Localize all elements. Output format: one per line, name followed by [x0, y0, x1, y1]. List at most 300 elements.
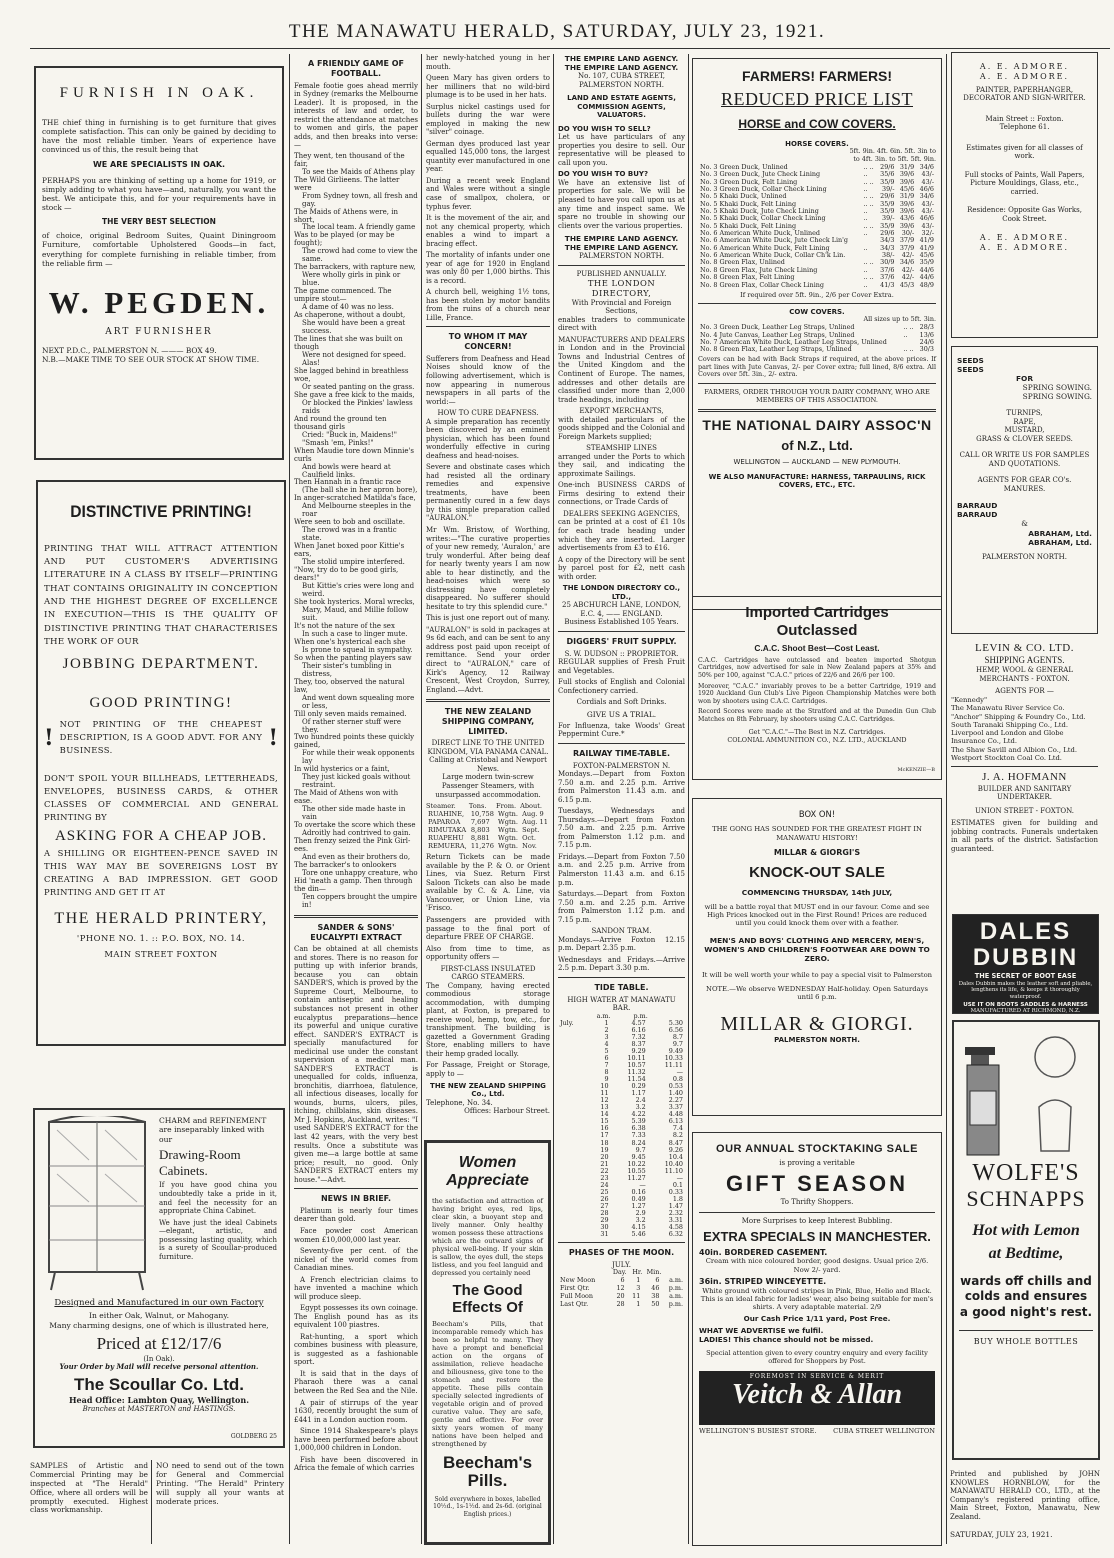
ad-text: the satisfaction and attraction of having bright eyes, red lips, clear skin, a buoyant step and lively manner. Only healthy women possess these attractions which are the outward signs of physical well-being. If your skin is sallow, the eyes dull, the steps listless, and you feel languid and depressed you certainly need	[432, 1197, 543, 1278]
poem-line: And round the ground ten thousand girls	[294, 414, 387, 431]
poem-line: Hid 'neath a gamp. Then through the din—	[294, 876, 413, 893]
column-header: Steamer.	[426, 802, 456, 811]
table-cell: 43/-	[921, 199, 934, 208]
table-cell: 8.47	[668, 1138, 683, 1147]
table-row	[558, 1034, 685, 1041]
divider	[558, 631, 685, 632]
table-cell: 10.4	[668, 1152, 683, 1161]
list-item: Liverpool and London and Globe Insurance Co., Ltd.	[951, 729, 1064, 746]
table-cell: No. 5 Khaki Duck, Collar Check Lining	[700, 214, 826, 223]
poem-line: Cried: "Buck in, Maidens!" "Smash 'em, Pinks!"	[302, 430, 397, 447]
ad-text: of choice, original Bedroom Suites, Quaint Diningroom Furniture, comfortable Upholstered Goods—in fact, everything for complete furnishing in reliable timber, from the reliable firm —	[42, 231, 276, 268]
table-cell: 13/6	[919, 330, 934, 339]
table-cell: 1.8	[672, 1194, 683, 1203]
table-row	[558, 1097, 685, 1104]
article-text: Surplus nickel castings used for bullets during the war were employed in making the new "silver" coinage.	[426, 102, 550, 137]
furnish-in-oak-ad	[34, 66, 284, 460]
table-row	[558, 1210, 685, 1217]
table-row	[426, 810, 550, 818]
table-cell: ..	[863, 280, 868, 289]
poem-line: They, too, observed the natural law,	[294, 677, 405, 694]
ad-heading: MEN'S AND BOYS' CLOTHING AND MERCERY, MEN'S, WOMEN'S AND CHILDREN'S FOOTWEAR ARE DOWN TO ZERO.	[704, 935, 930, 963]
ad-text: For Influenza, take Woods' Great Peppermint Cure.*	[558, 721, 685, 739]
table-cell: No. 8 Green Flax, Jute Check Lining	[700, 265, 818, 274]
article-text: During a recent week England and Wales were without a single case of smallpox, cholera, or typhus fever.	[426, 176, 550, 211]
table-cell: 17	[600, 1131, 609, 1140]
note: NOTE.—We observe WEDNESDAY Half-holiday. Open Saturdays until 6 p.m.	[706, 985, 928, 1002]
table-cell: 9.7	[635, 1145, 646, 1154]
article-text: Also from time to time, as opportunity offers —	[426, 944, 550, 962]
table-cell: Sept.	[522, 826, 540, 835]
news-list	[294, 1207, 418, 1473]
company-name: COLONIAL AMMUNITION CO., N.Z. LTD., AUCKLAND	[727, 736, 907, 745]
table-cell: 8.7	[672, 1032, 683, 1041]
divider	[294, 1188, 418, 1189]
table-cell: 37/6	[880, 273, 895, 282]
poem-line: Then frenzy seized the Pink Girl-ees.	[294, 837, 411, 854]
poem-line: The Wild Girlieens. The latter were	[294, 175, 400, 192]
trade: PAINTER, PAPERHANGER, DECORATOR AND SIGN-WRITER.	[963, 85, 1086, 103]
table-cell	[558, 1231, 587, 1238]
poem-line: The crowd was in a frantic state.	[302, 526, 397, 543]
ad-heading: FOR	[1015, 374, 1034, 384]
sale-title: KNOCK-OUT SALE	[749, 863, 885, 881]
advertiser-name: ABRAHAM, Ltd.	[1028, 537, 1092, 547]
ad-text: Full stocks of Paints, Wall Papers, Picture Mouldings, Glass, etc., carried.	[964, 170, 1085, 196]
table-cell: Oct.	[522, 834, 536, 843]
trade: ART FURNISHER	[105, 327, 213, 338]
table-cell: 7.32	[631, 1032, 646, 1041]
subheading: COW COVERS.	[789, 307, 845, 316]
ad-text: enables traders to communicate direct with	[558, 315, 685, 333]
table-row	[698, 346, 936, 353]
exclamation-icon: !	[268, 725, 278, 752]
column-rule	[289, 54, 290, 1544]
contact: 'PHONE NO. 1. :: P.O. BOX, NO. 14.	[76, 932, 246, 943]
news-item: Fish have been discovered in Africa the female of which carries	[294, 1455, 418, 1473]
column-rule	[946, 54, 947, 1544]
table-cell: 4.22	[631, 1110, 646, 1119]
poem-line: The game commenced. The umpire stout—	[294, 287, 392, 304]
table-cell: Wgtn.	[498, 842, 519, 851]
table-cell: Wgtn.	[498, 810, 519, 819]
table-cell: No. 6 American White Duck, Felt Lining	[700, 243, 830, 252]
poem-line: When Janet boxed poor Kittie's ears,	[294, 542, 405, 559]
article-text: Passengers are provided with passage to the final port of departure FREE OF CHARGE.	[426, 915, 550, 942]
ad-heading: SPRING SOWING.	[1022, 392, 1092, 402]
table-cell: .. ..	[863, 273, 874, 282]
table-cell: No. 5 Khaki Duck, Felt Lining	[700, 221, 797, 230]
table-cell: PAPAROA	[428, 818, 461, 827]
table-cell: 34/6	[919, 162, 934, 171]
agency-list	[951, 696, 1098, 762]
table-cell: —	[639, 1180, 646, 1189]
table-row	[558, 1125, 685, 1132]
subheading: DO YOU WISH TO SELL?	[558, 124, 651, 133]
poem-line: The stolid umpire interfered.	[302, 558, 405, 567]
poem-line: As chaperone, without a doubt,	[294, 311, 406, 320]
ad-text: Get "C.A.C."—The Best in N.Z. Cartridges.	[748, 728, 886, 737]
article-text: This is just one report out of many.	[426, 614, 550, 623]
list-item: South Taranaki Shipping Co., Ltd.	[951, 720, 1069, 729]
table-cell: 8,881	[470, 834, 490, 843]
list-item: TURNIPS,	[1006, 409, 1043, 418]
ad-heading: SPRING SOWING.	[1022, 383, 1092, 393]
table-cell: 34/6	[899, 258, 915, 267]
poem-line: But Kittie's cries were long and weird.	[302, 582, 415, 599]
table-cell: 35/9	[880, 206, 895, 215]
table-cell: ..	[863, 243, 868, 252]
table-cell: 6.13	[668, 1117, 683, 1126]
ad-heading: EXTRA SPECIALS IN MANCHESTER.	[703, 1228, 931, 1244]
table-cell: 11	[600, 1089, 609, 1098]
poem-line: "Now, try do to be good girls, dears!"	[294, 566, 399, 583]
table-cell: 1	[604, 1018, 609, 1027]
table-cell: No. 7 American White Duck, Leather Leg Straps, Unlined	[700, 338, 887, 347]
advertiser-name: A. E. ADMORE.	[979, 243, 1070, 253]
ad-text: Many charming designs, one of which is illustrated here,	[49, 1320, 269, 1330]
ad-text: CHARM and REFINEMENT are inseparably linked with our	[159, 1116, 267, 1144]
subheading: EXPORT MERCHANTS,	[579, 407, 664, 416]
price: Priced at £12/17/6	[96, 1333, 222, 1353]
table-cell: 35/9	[919, 258, 934, 267]
table-cell: No. 5 Khaki Duck, Jute Check Lining	[700, 206, 819, 215]
table-cell: 43/-	[921, 206, 934, 215]
wolfes-schnapps-ad	[952, 1020, 1100, 1460]
company-name: THE LONDON DIRECTORY CO., LTD.,	[562, 584, 681, 601]
table-row	[558, 1217, 685, 1224]
column-header: Day.	[612, 1268, 627, 1277]
table-cell: No. 6 American White Duck, Unlined	[700, 229, 821, 238]
table-cell: 9.26	[668, 1145, 683, 1154]
table-row	[558, 1224, 685, 1231]
table-cell: 29	[600, 1216, 609, 1225]
table-cell	[558, 1168, 587, 1175]
table-cell: 11	[632, 1291, 641, 1300]
table-row	[558, 1189, 685, 1196]
advertiser-name: MILLAR & GIORGI'S	[773, 847, 861, 857]
table-cell: .. ..	[863, 177, 874, 186]
poem-line: The other side made haste in vain	[302, 805, 406, 822]
timetable-entry: Mondays.—Depart from Foxton 7.50 a.m. and 2.25 p.m. Arrive from Palmerston 11.43 a.m. and 6.15 p.m.	[558, 770, 685, 804]
table-row	[558, 1041, 685, 1048]
table-cell: 46/6	[919, 184, 934, 193]
ad-footnote: Sold everywhere in boxes, labelled 10½d., 1s-1½d. and 2s-6d. (original English prices.)	[433, 1495, 542, 1518]
table-row	[558, 1147, 685, 1154]
table-cell: 3.2	[635, 1103, 646, 1112]
table-cell: 5.30	[668, 1018, 683, 1027]
table-cell: 23	[600, 1173, 609, 1182]
poem-line: In such a case to linger mute.	[302, 629, 408, 638]
divider	[959, 1330, 1093, 1331]
table-cell: REMUERA,	[428, 842, 467, 851]
article-text: Return Tickets can be made available by the P. & O. or Orient Lines, via Suez. Return First Saloon Tickets can also be made available by C. & A. Line, via Vancouver, or Union Line, via 'Frisco.	[426, 853, 550, 913]
divider	[558, 265, 685, 266]
cartridges-ad	[692, 596, 942, 780]
article-text: Severe and obstinate cases which had resisted all the ordinary remedies and expensive treatments, have been permanently cured in a few days by this simple preparation called "AURALON."	[426, 463, 550, 523]
table-cell: 14	[600, 1110, 609, 1119]
poem-line: Were wholly girls in pink or blue.	[302, 271, 401, 288]
address: Main Street :: Foxton.	[985, 114, 1064, 123]
table-cell: 35/9	[880, 177, 895, 186]
table-cell: a.m.	[669, 1291, 683, 1300]
poem-line: To see the Maids of Athens play	[302, 167, 415, 176]
article-title: THE NEW ZEALAND SHIPPING COMPANY, LIMITED.	[441, 707, 535, 736]
issue-date: SATURDAY, JULY 23, 1921.	[950, 1530, 1053, 1539]
timetable-entry: Fridays.—Depart from Foxton 7.50 a.m. and 2.25 p.m. Arrive from Palmerston 11.43 a.m. and 6.15 p.m.	[558, 852, 685, 887]
column-header: From.	[496, 802, 517, 811]
table-cell: 4.48	[668, 1110, 683, 1119]
table-cell	[558, 1161, 587, 1168]
product-name: SCHNAPPS	[966, 1186, 1086, 1212]
table-cell: 12	[600, 1096, 609, 1105]
table-cell	[558, 1111, 587, 1118]
table-cell: New Moon	[560, 1276, 596, 1285]
product-name: WOLFE'S	[972, 1159, 1080, 1186]
divider	[558, 977, 685, 978]
table-cell: No. 5 Khaki Duck, Unlined	[700, 192, 787, 201]
subheading: SANDON TRAM.	[591, 927, 652, 936]
table-cell: 1.40	[668, 1089, 683, 1098]
table-cell: 44/6	[919, 273, 934, 282]
ad-text: with detailed particulars of the goods shipped and the Colonial and Foreign Markets supplied;	[558, 415, 685, 441]
table-cell: No. 8 Green Flax, Leather Leg Straps, Unlined	[700, 345, 852, 354]
scoullar-ad	[33, 1108, 285, 1448]
article-text: It is the movement of the air, and not any chemical property, which enables a wind to impart a bracing effect.	[426, 214, 550, 248]
table-cell: p.m.	[668, 1299, 683, 1308]
poem-line: And Melbourne steeples in the roar	[302, 502, 412, 519]
ad-heading: Hot with Lemon	[972, 1221, 1080, 1239]
ad-text: If you have good china you undoubtedly take a pride in it, and feel the necessity for an appropriate China Cabinet.	[159, 1181, 277, 1216]
table-cell: 30/9	[880, 258, 895, 267]
subheading: MANUFACTURERS AND DEALERS	[558, 335, 685, 344]
divider	[951, 766, 1098, 767]
timetable-entry: Wednesdays and Fridays.—Arrive 2.5 p.m. Depart 3.30 p.m.	[558, 955, 685, 973]
address: MAIN STREET FOXTON	[104, 949, 218, 960]
table-cell: 20	[600, 1152, 609, 1161]
list-item: MUSTARD,	[1004, 426, 1045, 435]
table-cell: 2.32	[668, 1208, 683, 1217]
list-item: "Anchor" Shipping & Foundry Co., Ltd.	[951, 712, 1086, 721]
ad-text: MANUFACTURED AT RICHMOND, N.Z.	[970, 1008, 1081, 1014]
divider	[294, 915, 418, 918]
ad-text: in London and in the Provincial Towns and Industrial Centres of the United Kingdom and the Continent of Europe. The names, addresses and other details are classified under more than 2,000 trade headings, including	[558, 344, 685, 404]
table-cell: Aug. 9	[522, 810, 544, 819]
table-row	[558, 1111, 685, 1118]
table-cell: No. 3 Green Duck, Felt Lining	[700, 177, 798, 186]
store-banner	[699, 1371, 935, 1425]
farmers-price-list-ad	[692, 58, 942, 610]
table-cell: ..	[903, 330, 908, 339]
table-cell: 0.1	[672, 1180, 683, 1189]
table-cell: 37/9	[899, 236, 915, 245]
poem-line: The barracker's to onlookers	[294, 860, 397, 869]
article-text: Mr Wm. Bristow, of Worthing, writes:—"The curative properties of your new remedy, 'Auralon,' are truly wonderful. After being deaf for nearly twenty years I am now able to hear distinctly, and the head-noises which were so distressing have completely disappeared. No sufferer should hesitate to try this splendid cure."	[426, 526, 550, 611]
table-cell: 29/6	[880, 192, 895, 201]
table-cell: 1.17	[631, 1089, 646, 1098]
seed-list	[957, 409, 1092, 443]
table-cell: 34/3	[880, 243, 895, 252]
poem-line: Two hundred points these quickly gained,	[294, 733, 415, 750]
table-cell: Aug. 11	[522, 818, 548, 827]
table-cell: 8	[604, 1068, 609, 1077]
table-cell: 11.27	[627, 1173, 646, 1182]
table-cell	[558, 1083, 587, 1090]
table-row	[558, 1027, 685, 1034]
table-cell	[558, 1048, 587, 1055]
table-cell: 3.37	[668, 1103, 683, 1112]
table-cell: 35/6	[880, 170, 895, 179]
ad-text: USE IT ON BOOTS SADDLES & HARNESS	[963, 1001, 1088, 1008]
table-cell: 0.8	[672, 1075, 683, 1084]
ad-heading: Designed and Manufactured in our own Factory	[54, 1298, 264, 1308]
ad-text: A copy of the Directory will be sent by parcel post for £2, nett cash with order.	[558, 555, 685, 581]
table-cell: 27	[600, 1201, 609, 1210]
table-cell: No. 5 Khaki Duck, Felt Lining	[700, 199, 797, 208]
table-cell: 31/9	[899, 162, 915, 171]
ad-heading: SEEDS	[957, 356, 984, 365]
ad-text: can be printed at a cost of £1 10s for each trade heading under which they are inserted. Larger advertisements from £3 to £16.	[558, 518, 685, 553]
ad-text: NOT PRINTING OF THE CHEAPEST DESCRIPTION, IS A GOOD ADVT. FOR ANY BUSINESS.	[59, 718, 263, 755]
list-item: GRASS & CLOVER SEEDS.	[976, 434, 1073, 443]
address: UNION STREET - FOXTON.	[974, 806, 1075, 815]
table-cell: 13	[600, 1103, 609, 1112]
table-cell: No. 6 American White Duck, Collar Ch'k Lin.	[700, 251, 846, 260]
article-title: TO WHOM IT MAY CONCERN!	[448, 332, 528, 352]
table-cell: 30	[600, 1223, 609, 1232]
table-cell: No. 3 Green Duck, Jute Check Lining	[700, 170, 821, 179]
ad-heading: THE VERY BEST SELECTION	[102, 217, 216, 227]
poem-line: Their sister's tumbling in distress,	[302, 661, 392, 678]
ad-text: Your Order by Mail will receive personal attention.	[59, 1362, 259, 1372]
table-cell: 38	[651, 1291, 660, 1300]
ad-title: FARMERS! FARMERS!	[741, 68, 893, 84]
table-row	[558, 1168, 685, 1175]
table-cell: 35/9	[880, 221, 895, 230]
ad-text: We have just the ideal Cabinets—elegant, artistic, and possessing lasting quality, which is a surety of Scoullar-produced furniture.	[159, 1218, 277, 1261]
table-cell: 12	[616, 1284, 625, 1293]
note: N.B.—MAKE TIME TO SEE OUR STOCK AT SHOW TIME.	[42, 355, 260, 365]
subheading: DEALERS SEEKING AGENCIES,	[563, 509, 680, 518]
table-cell: 35/9	[880, 199, 895, 208]
table-cell: 6.32	[668, 1230, 683, 1239]
poem-line: And bowls were heard at Caulfield links.	[302, 462, 391, 479]
table-row	[558, 1062, 685, 1069]
table-cell: 6.38	[631, 1124, 646, 1133]
ad-title: Outclassed	[776, 622, 858, 640]
table-cell: 31/9	[899, 192, 915, 201]
table-cell: ..	[863, 206, 868, 215]
table-cell: 45/6	[899, 184, 915, 193]
article-title: PHASES OF THE MOON.	[568, 1248, 675, 1258]
ampersand: &	[1021, 519, 1028, 529]
table-cell: 5.46	[631, 1230, 646, 1239]
table-cell: 39/6	[899, 206, 915, 215]
table-cell: ..	[863, 214, 868, 223]
table-cell: .. ..	[903, 345, 914, 354]
table-cell: 2.27	[668, 1096, 683, 1105]
horse-covers-table	[698, 164, 936, 289]
news-item: Egypt possesses its own coinage. The English pound has as its equivalent 100 piastres.	[294, 1304, 418, 1330]
table-cell	[558, 1203, 587, 1210]
column-rule	[688, 54, 689, 1544]
table-cell: 10.55	[627, 1166, 646, 1175]
advertiser-name: of N.Z., Ltd.	[781, 438, 853, 454]
divider	[558, 743, 685, 744]
table-row	[558, 1020, 685, 1027]
poem-line: Is prone to squeal in sympathy.	[302, 645, 413, 654]
subheading: DO YOU WISH TO BUY?	[558, 170, 649, 179]
table-cell: No. 8 Green Flax, Unlined	[700, 258, 785, 267]
table-cell: 11,276	[470, 842, 494, 851]
ad-text: To Thrifty Shoppers.	[780, 1197, 854, 1206]
table-cell: Wgtn.	[498, 834, 519, 843]
poem-line: She took hysterics. Moral wrecks,	[294, 598, 415, 606]
table-cell: 5.39	[631, 1117, 646, 1126]
poem-line: The Maid of Athens won with ease.	[294, 789, 399, 806]
table-cell: —	[676, 1068, 683, 1077]
ad-heading: GOOD PRINTING!	[89, 694, 233, 711]
article-title: DIGGERS' FRUIT SUPPLY.	[566, 636, 677, 646]
column-rule	[553, 54, 554, 1544]
ad-text: It will be well worth your while to pay a special visit to Palmerston	[701, 970, 933, 979]
news-item: Face powder cost American women £10,000,000 last year.	[294, 1226, 418, 1244]
distinctive-printing-ad	[36, 480, 286, 1046]
subheading: AGENTS FOR —	[995, 687, 1054, 696]
sale-date: COMMENCING THURSDAY, 14th JULY,	[741, 887, 893, 897]
news-item: Since 1914 Shakespeare's plays have been performed before about 1,000,000 children in London.	[294, 1427, 418, 1453]
table-cell: 43/-	[921, 221, 934, 230]
ad-heading: ASKING FOR A CHEAP JOB.	[54, 827, 268, 844]
subheading: FIRST-CLASS INSULATED CARGO STEAMERS.	[440, 964, 536, 982]
note: Covers can be had with Back Straps if required, at the above prices. If part lines with Jute Canvas, 2/- per Cover extra; full lined, 8/6 extra. All Covers over 5ft. 3in., 2/- extra.	[698, 354, 936, 379]
table-cell: 26	[600, 1194, 609, 1203]
ad-code: GOLDBERG 25	[230, 1432, 277, 1440]
poem-line: Were seen to bob and oscillate.	[294, 518, 405, 527]
table-cell: No. 3 Green Duck, Leather Leg Straps, Unlined	[700, 323, 855, 332]
table-cell: 8.37	[631, 1039, 646, 1048]
ad-heading: THE SECRET OF BOOT EASE	[974, 971, 1077, 980]
address: PALMERSTON NORTH.	[579, 252, 664, 261]
ad-text: Dales Dubbin makes the leather soft and pliable, lengthens its life, & keeps it thoroughly waterproof.	[958, 980, 1093, 1000]
article-text: The Company, having erected commodious storage accommodation, with dumping plant, at Foxton, is prepared to receive wool, hemp, tow, etc., for transhipment. The building is gazetted a Government Grading Store, enabling millers to have their hemp graded locally.	[426, 981, 550, 1058]
table-row	[426, 818, 550, 826]
poem-line: Were not designed for speed. Alas!	[302, 350, 406, 367]
ad-text: Full stocks of English and Colonial Confectionery carried.	[558, 678, 685, 695]
table-cell: 41/9	[919, 243, 934, 252]
table-cell	[558, 1125, 587, 1132]
ad-text: Estimates given for all classes of work.	[966, 143, 1083, 161]
table-cell: 1.27	[631, 1201, 646, 1210]
dales-dubbin-ad	[952, 914, 1099, 1014]
price: Our Cash Price 1/11 yard, Post Free.	[743, 1313, 891, 1323]
sale-title: OUR ANNUAL STOCKTAKING SALE	[716, 1143, 918, 1155]
table-cell: Wgtn.	[498, 818, 519, 827]
table-cell: 3	[604, 1032, 609, 1041]
poem-line: Was to be played (or may be fought);	[294, 231, 395, 248]
list-item: Westport Stockton Coal Co. Ltd.	[951, 753, 1062, 762]
table-cell: 0.49	[631, 1194, 646, 1203]
table-cell: 43/-	[921, 170, 934, 179]
table-cell: No. 3 Green Duck, Collar Check Lining	[700, 184, 827, 193]
table-header: to 4ft. 3in. to 5ft. 5ft. 9in.	[853, 155, 936, 163]
store-tagline: WELLINGTON'S BUSIEST STORE.	[699, 1427, 817, 1435]
article-text: "AURALON" is sold in packages at 9s 6d each, and can be sent to any address post paid upon receipt of remittance. Send your order direct to "AURALON," care of Kirk's Agency, 12 Railway Crescent, West Croydon, Surrey, England.—Advt.	[426, 625, 550, 694]
services: LAND AND ESTATE AGENTS, COMMISSION AGENTS, VALUATORS.	[567, 94, 676, 120]
ad-text: WE ALSO MANUFACTURE: HARNESS, TARPAULINS, RICK COVERS, ETC., ETC.	[708, 472, 926, 490]
table-cell: .. ..	[863, 192, 874, 201]
table-row	[558, 1069, 685, 1076]
